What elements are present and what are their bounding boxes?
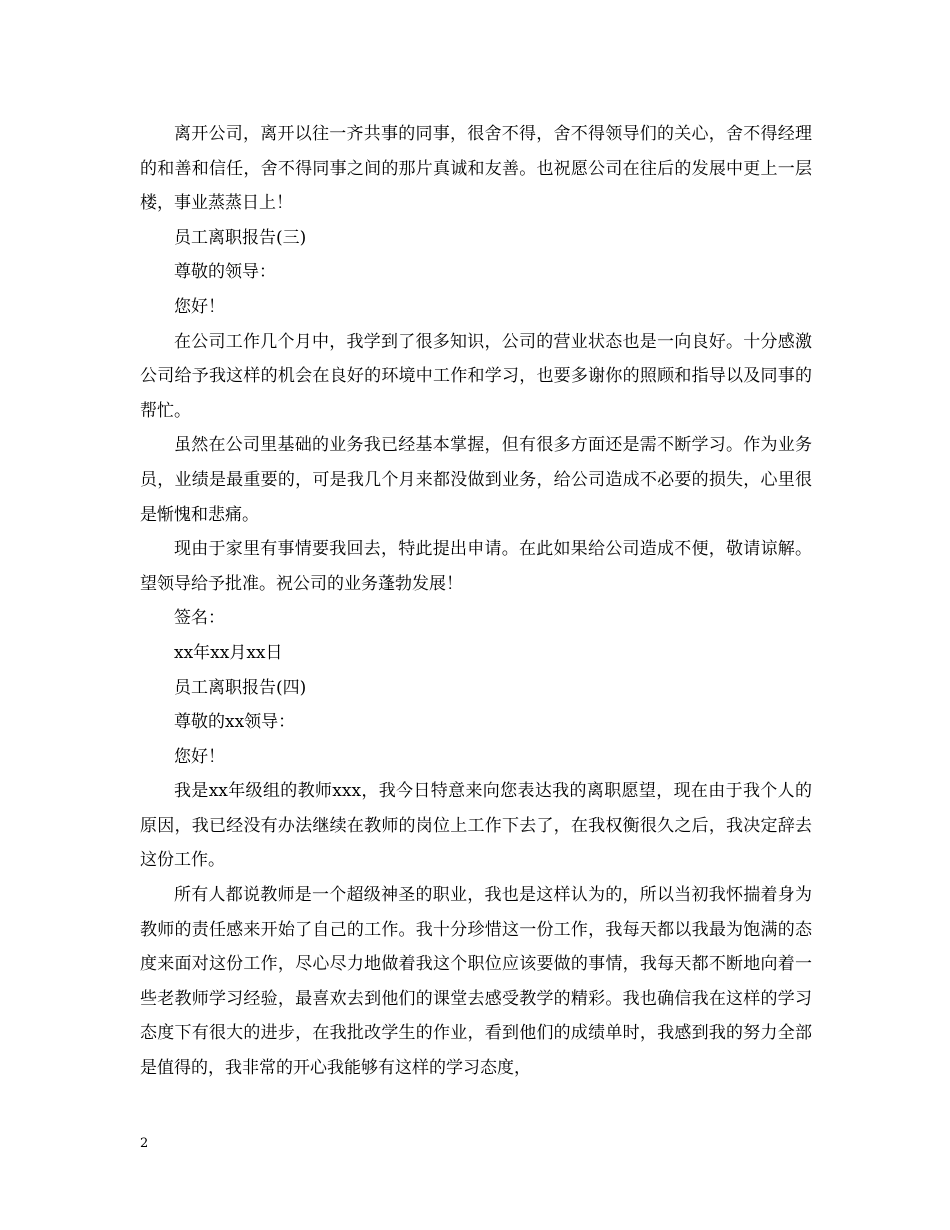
document-body [140, 117, 812, 1086]
section-heading: 员工离职报告(四) [174, 677, 307, 698]
greeting: 您好！ [174, 746, 225, 767]
paragraph: 离开公司，离开以往一齐共事的同事，很舍不得，舍不得领导们的关心，舍不得经理的和善和信任，舍不得同事之间的那片真诚和友善。也祝愿公司在往后的发展中更上一层楼，事业蒸蒸日上！ [140, 124, 812, 214]
signature-label: 签名： [174, 608, 225, 629]
salutation: 尊敬的领导： [174, 262, 276, 283]
paragraph: 我是xx年级组的教师xxx，我今日特意来向您表达我的离职愿望，现在由于我个人的原因，我已经没有办法继续在教师的岗位上工作下去了，在我权衡很久之后，我决定辞去这份工作。 [140, 781, 812, 871]
paragraph: 所有人都说教师是一个超级神圣的职业，我也是这样认为的，所以当初我怀揣着身为教师的责任感来开始了自己的工作。我十分珍惜这一份工作，我每天都以我最为饱满的态度来面对这份工作，尽心尽力地做着我这个职位应该要做的事情，我每天都不断地向着一些老教师学习经验，最喜欢去到他们的课堂去感受教学的精彩。我也确信我在这样的学习态度下有很大的进步，在我批改学生的作业，看到他们的成绩单时，我感到我的努力全部是值得的，我非常的开心我能够有这样的学习态度， [140, 885, 812, 1079]
date-line: xx年xx月xx日 [174, 642, 283, 663]
paragraph: 虽然在公司里基础的业务我已经基本掌握，但有很多方面还是需不断学习。作为业务员，业绩是最重要的，可是我几个月来都没做到业务，给公司造成不必要的损失，心里很是惭愧和悲痛。 [140, 435, 812, 525]
paragraph: 现由于家里有事情要我回去，特此提出申请。在此如果给公司造成不便，敬请谅解。望领导给予批准。祝公司的业务蓬勃发展！ [140, 539, 812, 594]
page-number: 2 [140, 1136, 149, 1151]
salutation: 尊敬的xx领导： [174, 712, 296, 733]
greeting: 您好！ [174, 296, 225, 317]
paragraph: 在公司工作几个月中，我学到了很多知识，公司的营业状态也是一向良好。十分感激公司给予我这样的机会在良好的环境中工作和学习，也要多谢你的照顾和指导以及同事的帮忙。 [140, 331, 812, 421]
section-heading: 员工离职报告(三) [174, 227, 307, 248]
